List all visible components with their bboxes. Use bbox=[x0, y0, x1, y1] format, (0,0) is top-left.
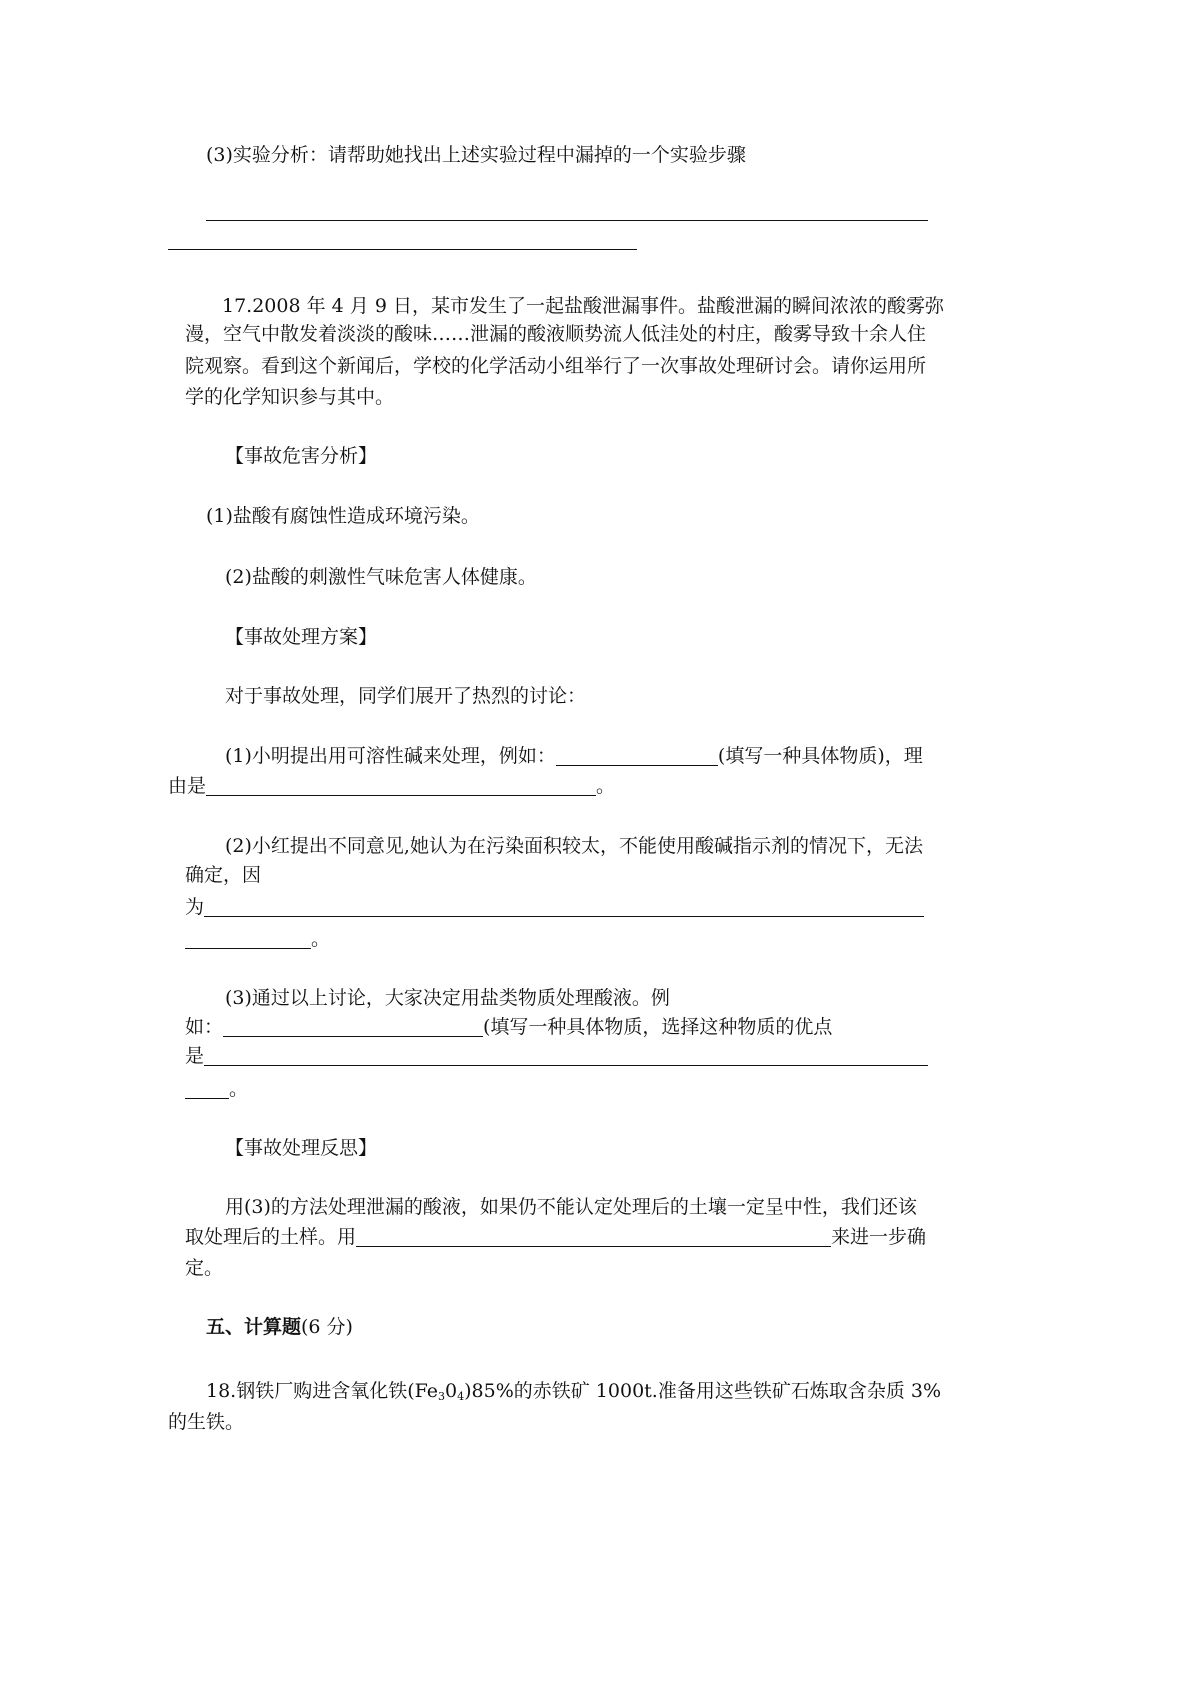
reflect-line-2 bbox=[185, 1224, 926, 1250]
q17-intro-2: 漫，空气中散发着淡淡的酸味……泄漏的酸液顺势流人低洼处的村庄，酸雾导致十余人住 bbox=[185, 323, 927, 345]
q17-intro-4: 学的化学知识参与其中。 bbox=[185, 386, 395, 408]
section-title: 五、计算题 bbox=[206, 1316, 302, 1338]
period: 。 bbox=[311, 928, 331, 950]
answer-blank[interactable] bbox=[556, 745, 718, 766]
q16-3-text: (3)实验分析：请帮助她找出上述实验过程中漏掉的一个实验步骤 bbox=[206, 144, 746, 166]
q18-text-a: 18.钢铁厂购进含氧化铁(Fe bbox=[206, 1380, 439, 1402]
plan-item-1-reason-label: 由是 bbox=[168, 775, 207, 797]
plan-item-3-example-label: 如： bbox=[185, 1016, 224, 1038]
plan-item-1 bbox=[225, 743, 923, 769]
plan-item-2-reason-label: 为 bbox=[185, 896, 205, 918]
plan-intro: 对于事故处理，同学们展开了热烈的讨论： bbox=[225, 685, 587, 707]
plan-item-1-text: (1)小明提出用可溶性碱来处理，例如： bbox=[225, 745, 556, 767]
plan-item-3-example bbox=[185, 1014, 832, 1040]
plan-item-2: (2)小红提出不同意见,她认为在污染面积较太，不能使用酸碱指示剂的情况下，无法 bbox=[225, 835, 923, 857]
reflect-line-2-text-b: 来进一步确 bbox=[831, 1226, 927, 1248]
reflect-line-2-text: 取处理后的土样。用 bbox=[185, 1226, 357, 1248]
plan-item-3-advantage-cont bbox=[185, 1076, 248, 1102]
period: 。 bbox=[596, 775, 616, 797]
plan-item-3-advantage-label: 是 bbox=[185, 1045, 205, 1067]
plan-item-1-text-b: (填写一种具体物质)，理 bbox=[717, 745, 923, 767]
answer-line bbox=[168, 249, 637, 250]
reflect-heading: 【事故处理反思】 bbox=[225, 1137, 378, 1159]
section-heading bbox=[206, 1314, 353, 1340]
answer-blank[interactable] bbox=[204, 896, 924, 917]
plan-item-3-advantage bbox=[185, 1043, 928, 1069]
answer-blank[interactable] bbox=[185, 928, 311, 949]
hazard-item-2: (2)盐酸的刺激性气味危害人体健康。 bbox=[225, 566, 537, 588]
answer-blank[interactable] bbox=[206, 775, 596, 796]
q17-intro-1: 17.2008 年 4 月 9 日，某市发生了一起盐酸泄漏事件。盐酸泄漏的瞬间浓浓的酸雾弥 bbox=[222, 295, 944, 317]
subscript: 3 bbox=[438, 1390, 446, 1403]
answer-blank[interactable] bbox=[356, 1226, 831, 1247]
q18-formula-o: 0 bbox=[445, 1380, 458, 1402]
hazard-heading: 【事故危害分析】 bbox=[225, 445, 378, 467]
hazard-item-1: (1)盐酸有腐蚀性造成环境污染。 bbox=[206, 505, 480, 527]
answer-blank[interactable] bbox=[204, 1045, 928, 1066]
plan-item-2-reason bbox=[185, 894, 924, 920]
q18-text-b: )85%的赤铁矿 1000t.准备用这些铁矿石炼取含杂质 3% bbox=[464, 1380, 942, 1402]
plan-item-1-reason bbox=[168, 773, 615, 799]
plan-item-2-cont: 确定，因 bbox=[185, 864, 262, 886]
plan-item-3: (3)通过以上讨论，大家决定用盐类物质处理酸液。例 bbox=[225, 987, 670, 1009]
period: 。 bbox=[229, 1078, 249, 1100]
plan-heading: 【事故处理方案】 bbox=[225, 626, 378, 648]
q17-intro-3: 院观察。看到这个新闻后，学校的化学活动小组举行了一次事故处理研讨会。请你运用所 bbox=[185, 355, 927, 377]
q18-line-1 bbox=[206, 1378, 941, 1404]
answer-line bbox=[206, 220, 928, 221]
plan-item-3-example-note: (填写一种具体物质，选择这种物质的优点 bbox=[483, 1016, 833, 1038]
reflect-line-1: 用(3)的方法处理泄漏的酸液，如果仍不能认定处理后的土壤一定呈中性，我们还该 bbox=[225, 1196, 917, 1218]
plan-item-2-reason-cont bbox=[185, 926, 330, 952]
q18-line-2: 的生铁。 bbox=[168, 1411, 245, 1433]
answer-blank[interactable] bbox=[185, 1078, 229, 1099]
answer-blank[interactable] bbox=[223, 1016, 483, 1037]
reflect-line-3: 定。 bbox=[185, 1257, 224, 1279]
section-points: (6 分) bbox=[301, 1316, 353, 1338]
subscript: 4 bbox=[457, 1390, 465, 1403]
